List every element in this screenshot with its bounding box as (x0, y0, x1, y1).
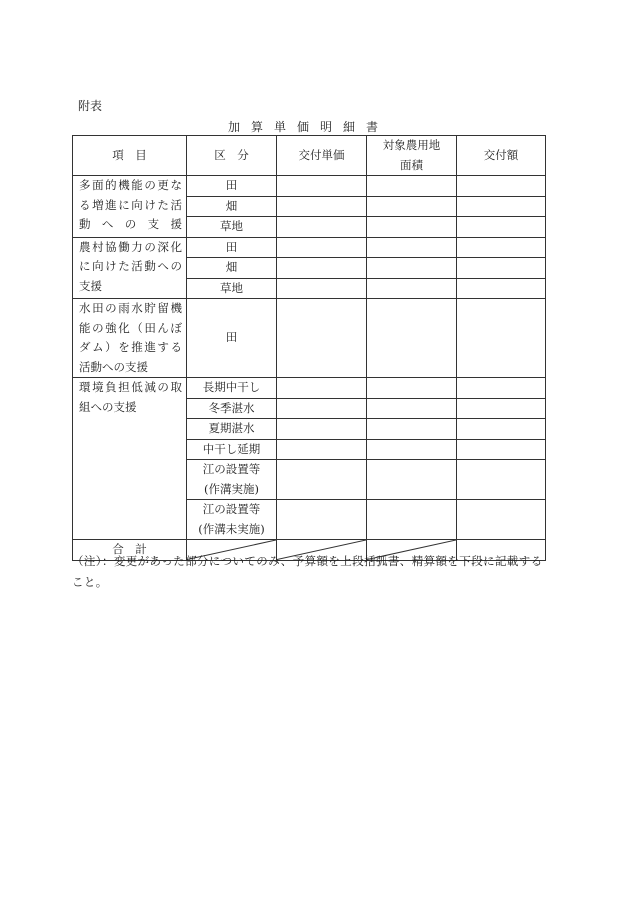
table-row (73, 299, 546, 378)
breakdown-table (72, 135, 546, 561)
unit-price-cell (277, 217, 367, 238)
unit-price-cell (277, 299, 367, 378)
item-cell: 農村協働力の深化に向けた活動への支援 (73, 237, 187, 299)
category-cell: 江の設置等 (作溝未実施) (187, 500, 277, 540)
appendix-label: 附表 (78, 99, 103, 113)
item-cell: 環境負担低減の取組への支援 (73, 378, 187, 540)
unit-price-cell (277, 378, 367, 399)
category-cell: 田 (187, 176, 277, 197)
area-cell (367, 378, 457, 399)
area-cell (367, 439, 457, 460)
table-row (73, 237, 546, 258)
header-category: 区 分 (187, 136, 277, 176)
unit-price-cell (277, 398, 367, 419)
amount-cell (457, 460, 546, 500)
category-cell: 長期中干し (187, 378, 277, 399)
unit-price-cell (277, 237, 367, 258)
area-cell (367, 500, 457, 540)
category-cell: 夏期湛水 (187, 419, 277, 440)
amount-cell (457, 378, 546, 399)
category-cell: 中干し延期 (187, 439, 277, 460)
amount-cell (457, 217, 546, 238)
item-cell: 多面的機能の更なる増進に向けた活動への支援 (73, 176, 187, 238)
category-cell: 畑 (187, 196, 277, 217)
header-item: 項 目 (73, 136, 187, 176)
area-cell (367, 419, 457, 440)
category-cell: 田 (187, 237, 277, 258)
unit-price-cell (277, 419, 367, 440)
area-cell (367, 398, 457, 419)
total-label: 合 計 (73, 540, 187, 561)
unit-price-cell (277, 258, 367, 279)
category-cell: 田 (187, 299, 277, 378)
category-cell: 畑 (187, 258, 277, 279)
category-cell: 江の設置等 (作溝実施) (187, 460, 277, 500)
table-row (73, 176, 546, 197)
amount-cell (457, 278, 546, 299)
amount-cell (457, 176, 546, 197)
unit-price-cell (277, 176, 367, 197)
area-cell (367, 217, 457, 238)
amount-cell (457, 258, 546, 279)
area-cell (367, 278, 457, 299)
document-title: 加算単価明細書 (227, 120, 389, 134)
area-cell (367, 460, 457, 500)
category-cell: 冬季湛水 (187, 398, 277, 419)
unit-price-cell (277, 460, 367, 500)
unit-price-cell (277, 278, 367, 299)
header-unit-price: 交付単価 (277, 136, 367, 176)
category-cell: 草地 (187, 278, 277, 299)
header-row (73, 136, 546, 176)
header-amount: 交付額 (457, 136, 546, 176)
amount-cell (457, 196, 546, 217)
area-cell (367, 196, 457, 217)
amount-cell (457, 299, 546, 378)
amount-cell (457, 419, 546, 440)
area-cell (367, 299, 457, 378)
category-cell: 草地 (187, 217, 277, 238)
header-area: 対象農用地 面積 (367, 136, 457, 176)
amount-cell (457, 439, 546, 460)
footnote: （注）：変更があった部分についてのみ、予算額を上段括弧書、精算額を下段に記載すること。 (72, 554, 543, 589)
area-cell (367, 176, 457, 197)
unit-price-cell (277, 439, 367, 460)
item-cell: 水田の雨水貯留機能の強化（田んぼダム）を推進する活動への支援 (73, 299, 187, 378)
unit-price-cell (277, 196, 367, 217)
amount-cell (457, 500, 546, 540)
unit-price-cell (277, 500, 367, 540)
amount-cell (457, 398, 546, 419)
amount-cell (457, 237, 546, 258)
area-cell (367, 237, 457, 258)
table-row (73, 378, 546, 399)
area-cell (367, 258, 457, 279)
